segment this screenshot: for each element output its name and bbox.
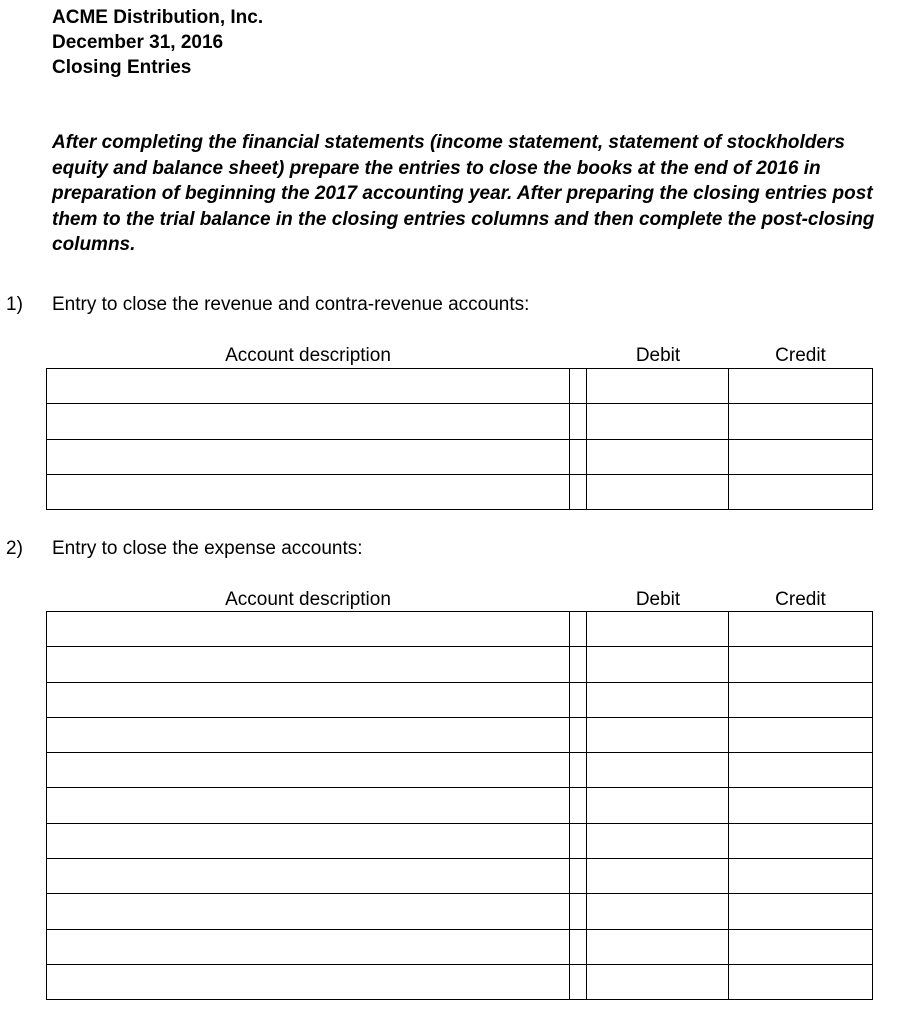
table-row xyxy=(47,894,872,929)
reference-gap-cell xyxy=(571,612,587,646)
account-description-cell[interactable] xyxy=(47,612,570,646)
section-number: 1) xyxy=(6,294,23,315)
reference-gap-cell xyxy=(571,930,587,964)
column-header-debit: Debit xyxy=(635,589,681,610)
table-row xyxy=(47,788,872,823)
credit-cell[interactable] xyxy=(730,753,873,787)
journal-entry-grid xyxy=(46,368,873,510)
reference-gap-cell xyxy=(571,718,587,752)
debit-cell[interactable] xyxy=(587,647,729,681)
account-description-cell[interactable] xyxy=(47,753,570,787)
account-description-cell[interactable] xyxy=(47,965,570,999)
table-row xyxy=(47,475,872,509)
table-row xyxy=(47,404,872,439)
credit-cell[interactable] xyxy=(730,718,873,752)
credit-cell[interactable] xyxy=(730,683,873,717)
journal-entry-grid xyxy=(46,611,873,1000)
report-date: December 31, 2016 xyxy=(52,32,224,53)
reference-gap-cell xyxy=(571,753,587,787)
account-description-cell[interactable] xyxy=(47,718,570,752)
instructions-paragraph: After completing the financial statements (income statement, statement of stockholders equity and balance sheet) prepare the entries to close the books at the end of 2016 in preparation of beginning the 2017 accounting year. After preparing the closing entries post them to the trial balance in the closing entries columns and then complete the post-closing columns. xyxy=(52,132,875,256)
credit-cell[interactable] xyxy=(730,930,873,964)
table-row xyxy=(47,369,872,404)
account-description-cell[interactable] xyxy=(47,859,570,893)
debit-cell[interactable] xyxy=(587,404,729,438)
table-row xyxy=(47,683,872,718)
table-row xyxy=(47,440,872,475)
column-header-account-description: Account description xyxy=(225,345,391,366)
reference-gap-cell xyxy=(571,788,587,822)
reference-gap-cell xyxy=(571,824,587,858)
table-row xyxy=(47,753,872,788)
debit-cell[interactable] xyxy=(587,824,729,858)
column-header-credit: Credit xyxy=(775,589,826,610)
reference-gap-cell xyxy=(571,475,587,509)
credit-cell[interactable] xyxy=(730,859,873,893)
reference-gap-cell xyxy=(571,859,587,893)
account-description-cell[interactable] xyxy=(47,440,570,474)
debit-cell[interactable] xyxy=(587,859,729,893)
reference-gap-cell xyxy=(571,683,587,717)
credit-cell[interactable] xyxy=(730,647,873,681)
account-description-cell[interactable] xyxy=(47,930,570,964)
credit-cell[interactable] xyxy=(730,788,873,822)
table-row xyxy=(47,647,872,682)
debit-cell[interactable] xyxy=(587,965,729,999)
table-row xyxy=(47,859,872,894)
reference-gap-cell xyxy=(571,965,587,999)
credit-cell[interactable] xyxy=(730,440,873,474)
debit-cell[interactable] xyxy=(587,475,729,509)
debit-cell[interactable] xyxy=(587,788,729,822)
reference-gap-cell xyxy=(571,440,587,474)
column-header-account-description: Account description xyxy=(225,589,391,610)
credit-cell[interactable] xyxy=(730,824,873,858)
account-description-cell[interactable] xyxy=(47,894,570,928)
credit-cell[interactable] xyxy=(730,965,873,999)
debit-cell[interactable] xyxy=(587,753,729,787)
account-description-cell[interactable] xyxy=(47,683,570,717)
account-description-cell[interactable] xyxy=(47,788,570,822)
debit-cell[interactable] xyxy=(587,683,729,717)
table-row xyxy=(47,612,872,647)
debit-cell[interactable] xyxy=(587,369,729,403)
debit-cell[interactable] xyxy=(587,612,729,646)
reference-gap-cell xyxy=(571,404,587,438)
section-number: 2) xyxy=(6,538,23,559)
column-header-credit: Credit xyxy=(775,345,826,366)
account-description-cell[interactable] xyxy=(47,404,570,438)
table-row xyxy=(47,824,872,859)
reference-gap-cell xyxy=(571,369,587,403)
table-row xyxy=(47,965,872,999)
account-description-cell[interactable] xyxy=(47,369,570,403)
reference-gap-cell xyxy=(571,647,587,681)
account-description-cell[interactable] xyxy=(47,824,570,858)
table-row xyxy=(47,718,872,753)
account-description-cell[interactable] xyxy=(47,647,570,681)
debit-cell[interactable] xyxy=(587,930,729,964)
section-title: Entry to close the revenue and contra-revenue accounts: xyxy=(52,294,530,315)
credit-cell[interactable] xyxy=(730,369,873,403)
credit-cell[interactable] xyxy=(730,894,873,928)
document-header xyxy=(52,5,263,80)
credit-cell[interactable] xyxy=(730,404,873,438)
debit-cell[interactable] xyxy=(587,440,729,474)
debit-cell[interactable] xyxy=(587,718,729,752)
credit-cell[interactable] xyxy=(730,475,873,509)
report-subtitle: Closing Entries xyxy=(52,57,192,78)
company-name: ACME Distribution, Inc. xyxy=(52,7,264,28)
debit-cell[interactable] xyxy=(587,894,729,928)
credit-cell[interactable] xyxy=(730,612,873,646)
table-row xyxy=(47,930,872,965)
account-description-cell[interactable] xyxy=(47,475,570,509)
reference-gap-cell xyxy=(571,894,587,928)
section-title: Entry to close the expense accounts: xyxy=(52,538,363,559)
column-header-debit: Debit xyxy=(635,345,681,366)
